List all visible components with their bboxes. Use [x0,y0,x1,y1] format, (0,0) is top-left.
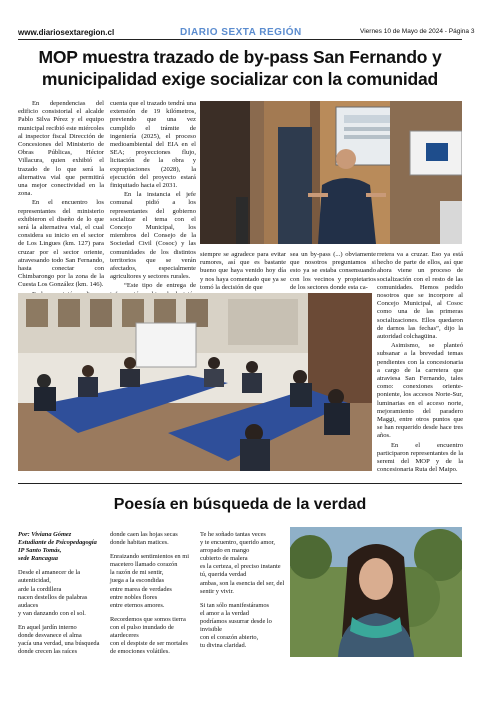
paragraph: En el encuentro participaron representantes de la seremi del MOP y de la concesionaria Ruta del Maipo. [377,441,463,474]
poem-stanza: Si tan sólo manifestáramos el amor a la verdad podríamos susurrar desde lo invisible con el corazón abierto, tu divina claridad. [200,601,272,650]
header-divider [18,39,462,40]
poem-stanza: Recordemos que somos tierra con el pulso inundado de atardeceres con el despiste de ser mortales de emociones volátiles. [110,615,188,656]
poem-stanza: En aquel jardín interno donde desvanece el alma yacía una verdad, una búsqueda donde crecen las raíces [18,623,100,656]
poem-column-3 [200,531,290,656]
poem-column-2 [110,531,198,662]
author-photo [290,527,462,657]
poem-stanza: Enraizando sentimientos en mi macetero llamado corazón la razón de mi sentir, juega a la escondidas entre marea de verdades entre nobles flores entre eternos amores. [110,553,189,609]
headline-line-2: municipalidad exige socializar con la comunidad [41,69,439,89]
article-column-1 [18,100,104,299]
paragraph: siempre se agradece para evitar rumores, así que es bastante bueno que haya venido hoy día y nos haya comentado que ya se tomó la decisión de que [200,251,286,291]
site-url: www.diariosextaregion.cl [18,28,115,37]
paragraph: En dependencias del edificio consistorial el alcalde Pablo Silva Pérez y el equipo municipal recibió este miércoles al inspector fiscal Dirección de Concesiones del Ministerio de Obras Públicas, Héctor Villacura, quien exhibió el trazado de lo que será la alternativa vial que permitirá una mejor conectividad en la zona. [18,100,104,198]
poem-stanza: Desde el amanecer de la autenticidad, arde la cordillera nacen destellos de palabras audaces y van danzando con el sol. [18,569,88,617]
article-column-2 [110,100,196,307]
paragraph: cuenta que el trazado tendrá una extensión de 19 kilómetros, previendo que una vez cumplido el trámite de ingeniería (2025), el proceso medioambiental del EIA en el SEA; proyecciones flujo, licitación de la obra y expropiaciones (2028), la ejecución del proyecto estará finiquitado hacia el 2031. [110,100,196,190]
paragraph: En la instancia el jefe comunal pidió a los representantes del gobierno socializar el tema con el Concejo Municipal, los miembros del Consejo de la Sociedad Civil (Cosoc) y las comunidades de los distintos territorios que se verán afectados, especialmente agricultores y sectores rurales. [110,191,196,281]
paragraph: Asimismo, se planteó subsanar a la brevedad temas pendientes con la concesionaria a cargo de la carretera que atraviesa San Fernando, tales como: conexiones oriente-poniente, los accesos Norte-Sur, luminarias en el acceso norte, mejoramiento del paradero Maggi, entre otros puntos que se han requerido desde hace tres años. [377,342,463,440]
poem-stanza: Te he soñado tantas veces y te encuentro, querido amor, arropado en mango cubierto de malera es la certeza, el preciso instante tú, querida verdad ambas, son la esencia del ser, del sentir y vivir. [200,531,285,595]
article-column-5 [377,251,463,474]
poem-title: Poesía en búsqueda de la verdad [113,496,367,513]
article-headline [18,46,462,90]
paragraph: “Este tipo de entrega de [124,282,196,290]
meeting-photo [18,293,372,471]
author-photo-image [290,527,462,657]
meeting-photo-image [18,293,372,471]
poem-column-1 [18,531,106,662]
paragraph: En el encuentro los representantes del ministerio exhibieron el diseño de lo que será la alternativa vial, el cual considera su inicio en el sector de Los Lingues (km. 127) para cruzar por el sector oriente, atravesando todo San Fernando, hasta conectar con Chimbarongo por la zona de la Cuesta Los González (km. 146). [18,199,104,289]
section-divider [18,483,462,484]
poem-byline: Por: Viviana Gómez Estudiante de Psicopedagogía IP Santo Tomás, sede Rancagua [18,531,97,563]
paragraph: rretera va a cruzar. Eso ya está hecho de parte de ellos, así que ahora viene un proceso de socialización con el resto de las comunidades. Hemos pedido nosotros que se incorpore al Concejo Municipal, al Cosoc como una de las primeras socializaciones. Ellos quedaron de darnos las fechas”, dijo la autoridad colchagüina. [377,251,463,341]
poem-stanza: donde caen las hojas secas donde habitan matices. [110,531,178,547]
article-column-3 [200,251,286,292]
presenter-photo [200,101,462,244]
newspaper-name: DIARIO SEXTA REGIÓN [180,27,302,38]
headline-line-1: MOP muestra trazado de by-pass San Fernando y [38,47,442,67]
article-column-4 [290,251,376,292]
paragraph: sea un by-pass (...) obviamente que nosotros preguntamos si esto ya se estaba consensuando con los vecinos y propietarios de los sectores donde esta ca- [290,251,376,291]
issue-date: Viernes 10 de Mayo de 2024 - Página 3 [360,28,475,35]
presenter-photo-image [200,101,462,244]
